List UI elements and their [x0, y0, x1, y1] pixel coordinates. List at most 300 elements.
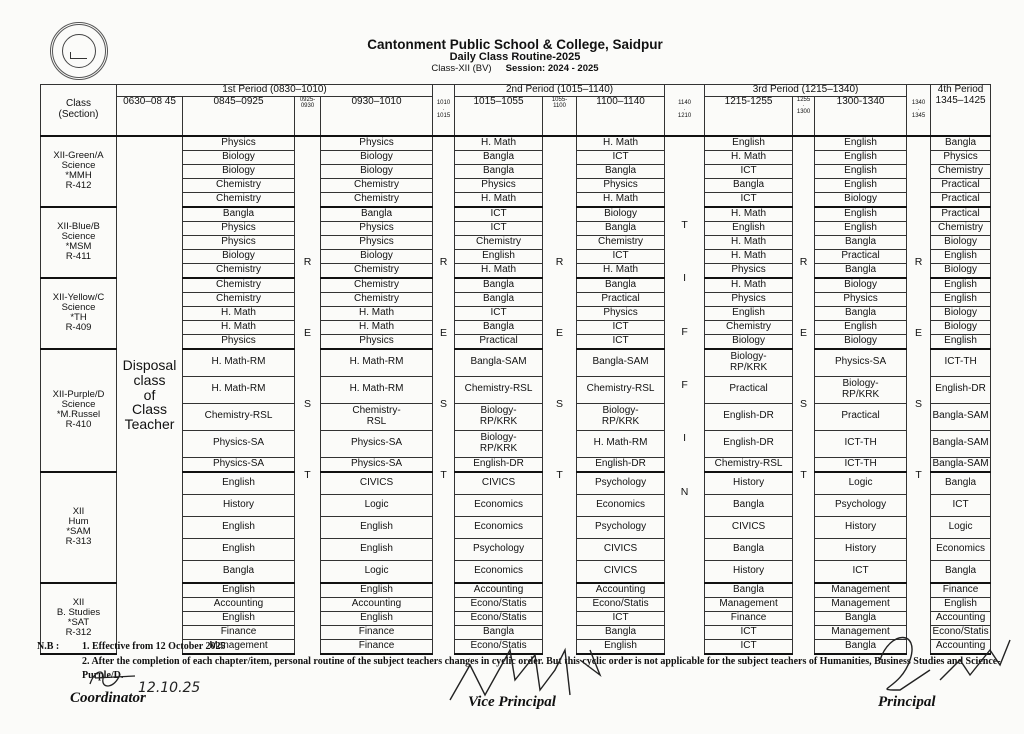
subject-cell: Practical	[931, 207, 991, 222]
coordinator-label: Coordinator	[70, 690, 146, 706]
subject-cell: English	[183, 583, 295, 598]
col-period-1: 1st Period (0830–1010)	[117, 85, 433, 97]
subject-cell: Bangla-SAM	[931, 457, 991, 472]
table-row	[41, 625, 991, 639]
subject-cell: Chemistry	[321, 192, 433, 207]
subject-cell: Physics	[815, 292, 907, 306]
subject-cell: English	[183, 516, 295, 538]
subject-cell: English-DR	[705, 403, 793, 430]
subject-cell: CIVICS	[705, 516, 793, 538]
subject-cell: Bangla	[455, 625, 543, 639]
table-row	[41, 320, 991, 334]
subject-cell: Bangla-SAM	[455, 349, 543, 377]
class-section-cell: XII B. Studies *SAT R-312	[41, 583, 117, 654]
subject-cell: English-DR	[705, 430, 793, 457]
subject-cell: Chemistry	[183, 178, 295, 192]
class-section-cell: XII-Yellow/C Science *TH R-409	[41, 278, 117, 349]
subject-cell: English	[815, 136, 907, 151]
table-row	[41, 560, 991, 583]
subject-cell: Physics	[321, 334, 433, 349]
break-letter: S	[440, 398, 448, 411]
table-row	[41, 516, 991, 538]
subject-cell: Practical	[705, 376, 793, 403]
table-row	[41, 192, 991, 207]
subject-cell: H. Math-RM	[577, 430, 665, 457]
subject-cell: ICT	[455, 306, 543, 320]
subject-cell: English	[931, 249, 991, 263]
subject-cell: Practical	[455, 334, 543, 349]
class-section-cell: XII-Purple/D Science *M.Russel R-410	[41, 349, 117, 472]
subject-cell: Practical	[931, 192, 991, 207]
subject-cell: Logic	[321, 560, 433, 583]
subject-cell: ICT	[455, 207, 543, 222]
subject-cell: English	[183, 611, 295, 625]
subject-cell: Physics-SA	[815, 349, 907, 377]
subject-cell: Accounting	[931, 611, 991, 625]
col-break-1340: 1340 · 1345	[907, 85, 931, 136]
subject-cell: H. Math-RM	[321, 376, 433, 403]
subject-cell: History	[705, 560, 793, 583]
subject-cell: English-DR	[931, 376, 991, 403]
subject-cell: Economics	[455, 494, 543, 516]
break-letter: T	[556, 469, 563, 482]
break-letter: T	[304, 469, 311, 482]
subject-cell: Chemistry	[931, 164, 991, 178]
subject-cell: Economics	[577, 494, 665, 516]
subject-cell: English	[815, 164, 907, 178]
subject-cell: Economics	[455, 560, 543, 583]
subject-cell: English	[321, 516, 433, 538]
coordinator-date: 12.10.25	[138, 680, 201, 696]
subject-cell: Finance	[705, 611, 793, 625]
subject-cell: Chemistry	[931, 221, 991, 235]
subject-cell: H. Math	[705, 278, 793, 293]
table-row	[41, 597, 991, 611]
subject-cell: ICT	[577, 150, 665, 164]
subject-cell: Physics	[321, 221, 433, 235]
subject-cell: Biology	[931, 235, 991, 249]
class-section-cell: XII-Blue/B Science *MSM R-411	[41, 207, 117, 278]
subject-cell: Chemistry-RSL	[183, 403, 295, 430]
break-letter: R	[914, 256, 923, 269]
subject-cell: Bangla	[815, 611, 907, 625]
subject-cell: Bangla	[577, 625, 665, 639]
break-letter: E	[556, 327, 564, 340]
table-row	[41, 150, 991, 164]
subject-cell: Econo/Statis	[455, 611, 543, 625]
subject-cell: Accounting	[321, 597, 433, 611]
subject-cell: Bangla-SAM	[577, 349, 665, 377]
subject-cell: English	[705, 136, 793, 151]
subject-cell: Bangla	[705, 538, 793, 560]
rest-break-0925	[295, 136, 321, 654]
school-name: Cantonment Public School & College, Saidpur	[367, 37, 663, 52]
school-logo	[50, 22, 108, 80]
subject-cell: Biology	[705, 334, 793, 349]
subject-cell: Practical	[815, 403, 907, 430]
subject-cell: ICT-TH	[815, 430, 907, 457]
class-label: Class-XII (BV)	[431, 62, 492, 74]
table-row	[41, 430, 991, 457]
subject-cell: Practical	[815, 249, 907, 263]
subject-cell: English	[815, 221, 907, 235]
break-letter: E	[915, 327, 923, 340]
subject-cell: Psychology	[577, 516, 665, 538]
table-row	[41, 221, 991, 235]
subject-cell: H. Math-RM	[321, 349, 433, 377]
break-letter: T	[681, 218, 688, 231]
subject-cell: Physics	[183, 221, 295, 235]
subject-cell: ICT	[705, 639, 793, 654]
break-letter: R	[555, 256, 564, 269]
table-row	[41, 349, 991, 377]
subject-cell: English	[931, 597, 991, 611]
subject-cell: Management	[815, 597, 907, 611]
subject-cell: Physics	[183, 136, 295, 151]
col-period-2: 2nd Period (1015–1140)	[455, 85, 665, 97]
note-1: 1. Effective from 12 October 2025	[82, 641, 226, 652]
subject-cell: English	[183, 538, 295, 560]
subject-cell: Chemistry-RSL	[455, 376, 543, 403]
routine-body	[41, 136, 991, 654]
subject-cell: Bangla	[705, 494, 793, 516]
nb-label: N.B :	[37, 641, 60, 652]
tiffin-break-1140	[665, 136, 705, 654]
subject-cell: CIVICS	[321, 472, 433, 495]
subject-cell: Accounting	[931, 639, 991, 654]
subject-cell: Biology- RP/KRK	[577, 403, 665, 430]
subject-cell: Chemistry	[321, 178, 433, 192]
subject-cell: Bangla	[455, 320, 543, 334]
subject-cell: Finance	[183, 625, 295, 639]
subject-cell: Management	[183, 639, 295, 654]
subject-cell: Biology- RP/KRK	[815, 376, 907, 403]
table-row	[41, 457, 991, 472]
session-label: Session: 2024 - 2025	[505, 62, 599, 74]
subject-cell: Bangla	[455, 164, 543, 178]
subject-cell: Economics	[931, 538, 991, 560]
subject-cell: Chemistry-RSL	[577, 376, 665, 403]
subject-cell: Bangla	[705, 178, 793, 192]
col-class-section: Class (Section)	[41, 85, 117, 136]
subject-cell: H. Math	[183, 320, 295, 334]
subject-cell: Physics	[705, 292, 793, 306]
subject-cell: Biology	[815, 192, 907, 207]
subject-cell: ICT	[455, 221, 543, 235]
subject-cell: Bangla	[815, 306, 907, 320]
break-letter: I	[683, 272, 687, 285]
subject-cell: Physics	[183, 334, 295, 349]
subject-cell: English	[705, 306, 793, 320]
subject-cell: ICT	[931, 494, 991, 516]
subject-cell: Biology- RP/KRK	[705, 349, 793, 377]
subject-cell: Chemistry	[183, 292, 295, 306]
subject-cell: ICT	[705, 625, 793, 639]
rest-break-1055	[543, 136, 577, 654]
subject-cell: Physics	[183, 235, 295, 249]
break-letter: E	[800, 327, 808, 340]
table-row	[41, 403, 991, 430]
subject-cell: Finance	[321, 639, 433, 654]
subject-cell: CIVICS	[577, 560, 665, 583]
col-break-1010: 1010 · 1015	[433, 85, 455, 136]
subject-cell: History	[705, 472, 793, 495]
subject-cell: Bangla	[815, 235, 907, 249]
logo-emblem-icon	[62, 34, 96, 68]
routine-table	[40, 84, 991, 655]
subject-cell: Bangla	[931, 560, 991, 583]
subject-cell: H. Math	[455, 192, 543, 207]
table-row	[41, 164, 991, 178]
subject-cell: H. Math	[577, 192, 665, 207]
subject-cell: English	[815, 150, 907, 164]
subject-cell: Logic	[321, 494, 433, 516]
class-session-line	[340, 64, 690, 74]
subject-cell: English	[815, 207, 907, 222]
subject-cell: Chemistry	[321, 278, 433, 293]
subject-cell: ICT-TH	[815, 457, 907, 472]
subject-cell: Biology	[183, 150, 295, 164]
subject-cell: Physics	[321, 136, 433, 151]
subject-cell: Chemistry	[183, 263, 295, 278]
subject-cell: Physics-SA	[321, 430, 433, 457]
break-letter: S	[800, 398, 808, 411]
subject-cell: Econo/Statis	[931, 625, 991, 639]
subject-cell: Bangla	[455, 292, 543, 306]
subject-cell: English	[705, 221, 793, 235]
table-row	[41, 178, 991, 192]
subject-cell: Chemistry-RSL	[705, 457, 793, 472]
subject-cell: Bangla-SAM	[931, 430, 991, 457]
col-time-0930: 0930–1010	[321, 96, 433, 136]
subject-cell: Biology	[183, 249, 295, 263]
rest-break-1340	[907, 136, 931, 654]
subject-cell: Biology	[931, 320, 991, 334]
subject-cell: Bangla	[577, 221, 665, 235]
table-row	[41, 538, 991, 560]
subject-cell: H. Math	[705, 249, 793, 263]
subject-cell: CIVICS	[455, 472, 543, 495]
col-break-0925: 0925- 0930	[295, 96, 321, 136]
subject-cell: Finance	[931, 583, 991, 598]
subject-cell: History	[815, 516, 907, 538]
break-letter: S	[556, 398, 564, 411]
subject-cell: H. Math	[705, 207, 793, 222]
subject-cell: English	[931, 334, 991, 349]
subject-cell: H. Math	[577, 136, 665, 151]
subject-cell: English	[321, 611, 433, 625]
subject-cell: Management	[815, 625, 907, 639]
subject-cell: Chemistry- RSL	[321, 403, 433, 430]
subject-cell: Bangla	[183, 560, 295, 583]
subject-cell: Biology	[183, 164, 295, 178]
table-row	[41, 494, 991, 516]
subject-cell: H. Math	[183, 306, 295, 320]
subject-cell: ICT	[577, 334, 665, 349]
subject-cell: Chemistry	[183, 278, 295, 293]
subject-cell: Bangla	[455, 150, 543, 164]
rest-break-1255	[793, 136, 815, 654]
subject-cell: Physics	[455, 178, 543, 192]
subject-cell: H. Math	[321, 320, 433, 334]
table-row	[41, 334, 991, 349]
col-time-0845: 0845–0925	[183, 96, 295, 136]
subject-cell: Chemistry	[705, 320, 793, 334]
subject-cell: English-DR	[577, 457, 665, 472]
subject-cell: English	[455, 249, 543, 263]
subject-cell: Chemistry	[321, 292, 433, 306]
subject-cell: Bangla	[815, 639, 907, 654]
class-section-cell: XII Hum *SAM R-313	[41, 472, 117, 583]
col-period-4: 4th Period 1345–1425	[931, 85, 991, 136]
subject-cell: Biology	[321, 164, 433, 178]
break-letter: S	[303, 398, 311, 411]
subject-cell: English	[931, 292, 991, 306]
class-section-cell: XII-Green/A Science *MMH R-412	[41, 136, 117, 207]
subject-cell: Physics	[321, 235, 433, 249]
subject-cell: CIVICS	[577, 538, 665, 560]
subject-cell: H. Math	[577, 263, 665, 278]
break-letter: T	[440, 469, 447, 482]
break-letter: T	[800, 469, 807, 482]
subject-cell: H. Math-RM	[183, 349, 295, 377]
subject-cell: ICT-TH	[931, 349, 991, 377]
subject-cell: ICT	[705, 192, 793, 207]
subject-cell: English	[183, 472, 295, 495]
subject-cell: Biology	[577, 207, 665, 222]
break-letter: T	[915, 469, 922, 482]
subject-cell: Physics	[705, 263, 793, 278]
break-letter: E	[440, 327, 448, 340]
subject-cell: English	[321, 583, 433, 598]
table-row	[41, 207, 991, 222]
break-letter: S	[915, 398, 923, 411]
col-period-3: 3rd Period (1215–1340)	[705, 85, 907, 97]
subject-cell: H. Math	[321, 306, 433, 320]
break-letter: N	[680, 485, 689, 498]
subject-cell: Bangla-SAM	[931, 403, 991, 430]
subject-cell: Physics-SA	[183, 430, 295, 457]
subject-cell: English	[577, 639, 665, 654]
col-time-1015: 1015–1055	[455, 96, 543, 136]
subject-cell: Bangla	[815, 263, 907, 278]
col-time-0630: 0630–08 45	[117, 96, 183, 136]
subject-cell: Economics	[455, 516, 543, 538]
vice-principal-label: Vice Principal	[468, 694, 556, 710]
break-letter: R	[303, 256, 312, 269]
subject-cell: Biology	[815, 278, 907, 293]
subject-cell: H. Math	[705, 150, 793, 164]
col-break-1255: 1255 · 1300	[793, 96, 815, 136]
subject-cell: H. Math	[705, 235, 793, 249]
subject-cell: ICT	[577, 320, 665, 334]
subject-cell: Physics	[577, 306, 665, 320]
subject-cell: Bangla	[577, 164, 665, 178]
subject-cell: Biology- RP/KRK	[455, 403, 543, 430]
subject-cell: Practical	[577, 292, 665, 306]
subject-cell: Physics-SA	[183, 457, 295, 472]
break-letter: E	[303, 327, 311, 340]
subject-cell: ICT	[815, 560, 907, 583]
subject-cell: History	[815, 538, 907, 560]
table-row	[41, 235, 991, 249]
table-row	[41, 278, 991, 293]
subject-cell: Management	[815, 583, 907, 598]
col-break-1140: 1140 · 1210	[665, 85, 705, 136]
subject-cell: Logic	[931, 516, 991, 538]
subject-cell: Psychology	[815, 494, 907, 516]
subject-cell: Biology	[321, 249, 433, 263]
note-2: 2. After the completion of each chapter/item, personal routine of the subject teachers changes in cyclic order. But this cyclic order is not applicable for the subject teachers of Humanities, Business Studies and Science-Purple/D.	[82, 656, 1001, 681]
col-time-1215: 1215-1255	[705, 96, 793, 136]
table-row	[41, 249, 991, 263]
subject-cell: Biology- RP/KRK	[455, 430, 543, 457]
subject-cell: Econo/Statis	[577, 597, 665, 611]
subject-cell: H. Math	[455, 136, 543, 151]
subject-cell: Econo/Statis	[455, 639, 543, 654]
subject-cell: Bangla	[183, 207, 295, 222]
subject-cell: History	[183, 494, 295, 516]
subject-cell: Accounting	[577, 583, 665, 598]
subject-cell: Bangla	[931, 472, 991, 495]
subject-cell: Chemistry	[321, 263, 433, 278]
subject-cell: Physics-SA	[321, 457, 433, 472]
subject-cell: Bangla	[705, 583, 793, 598]
table-row	[41, 306, 991, 320]
subject-cell: Biology	[815, 334, 907, 349]
subject-cell: Biology	[321, 150, 433, 164]
table-row	[41, 292, 991, 306]
subject-cell: Bangla	[321, 207, 433, 222]
subject-cell: H. Math	[455, 263, 543, 278]
subject-cell: English	[931, 278, 991, 293]
principal-label: Principal	[878, 694, 936, 710]
subject-cell: Chemistry	[577, 235, 665, 249]
disposal-class-teacher-cell: Disposal class of Class Teacher	[117, 136, 183, 654]
subject-cell: Accounting	[455, 583, 543, 598]
table-row	[41, 263, 991, 278]
col-time-1300: 1300-1340	[815, 96, 907, 136]
table-row	[41, 472, 991, 495]
subject-cell: Biology	[931, 306, 991, 320]
subject-cell: English	[815, 320, 907, 334]
subject-cell: Management	[705, 597, 793, 611]
subject-cell: English-DR	[455, 457, 543, 472]
subject-cell: English	[321, 538, 433, 560]
subject-cell: ICT	[705, 164, 793, 178]
break-letter: I	[683, 432, 687, 445]
subject-cell: Bangla	[455, 278, 543, 293]
subject-cell: Chemistry	[455, 235, 543, 249]
subject-cell: Psychology	[455, 538, 543, 560]
subject-cell: ICT	[577, 611, 665, 625]
table-row	[41, 136, 991, 151]
subject-cell: Accounting	[183, 597, 295, 611]
break-letter: F	[681, 325, 688, 338]
subject-cell: Physics	[931, 150, 991, 164]
subject-cell: Practical	[931, 178, 991, 192]
routine-title: Daily Class Routine-2025	[449, 51, 581, 64]
subject-cell: Physics	[577, 178, 665, 192]
subject-cell: Psychology	[577, 472, 665, 495]
subject-cell: ICT	[577, 249, 665, 263]
rest-break-1010	[433, 136, 455, 654]
subject-cell: Finance	[321, 625, 433, 639]
col-break-1055: 1055- 1100	[543, 96, 577, 136]
subject-cell: Logic	[815, 472, 907, 495]
col-time-1100: 1100–1140	[577, 96, 665, 136]
break-letter: R	[799, 256, 808, 269]
